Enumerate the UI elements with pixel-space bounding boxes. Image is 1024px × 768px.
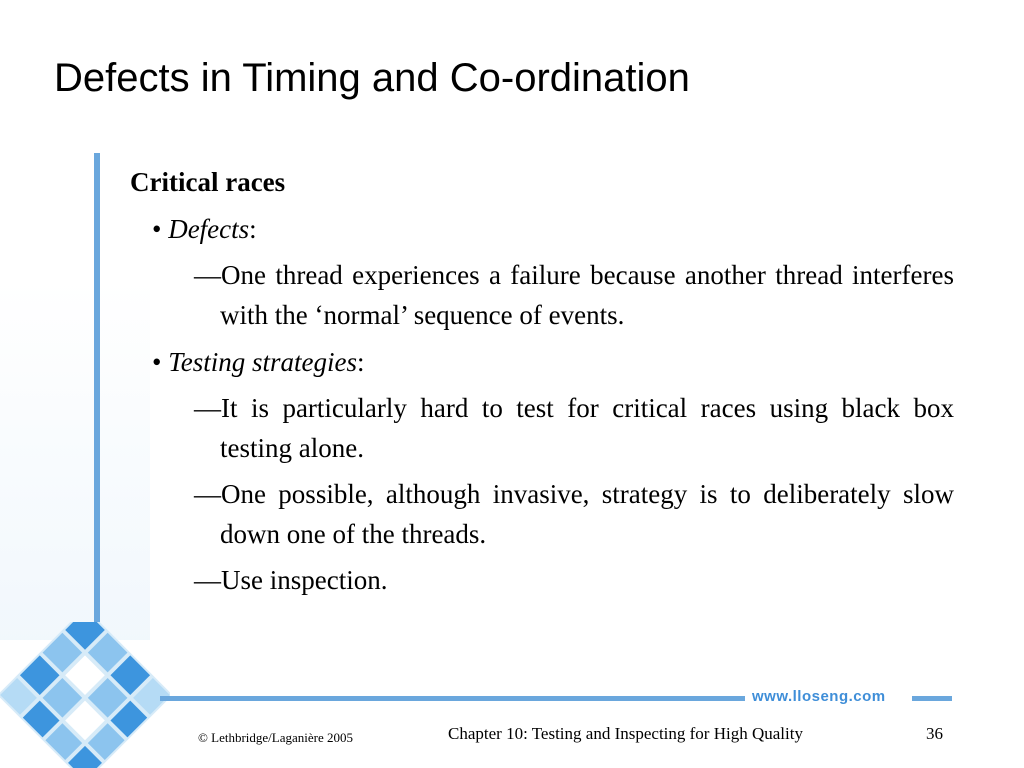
- bottom-accent-rule: [160, 696, 745, 701]
- dash-item: —One thread experiences a failure because another thread interferes with the ‘normal’ sequence of events.: [194, 260, 954, 330]
- bottom-accent-rule-end: [912, 696, 952, 701]
- bullet-marker: •: [152, 347, 162, 377]
- background-gradient: [0, 280, 150, 640]
- dash-item: —One possible, although invasive, strategy is to deliberately slow down one of the threads.: [194, 479, 954, 549]
- bullet-colon: :: [356, 347, 365, 377]
- bullet-marker: •: [152, 214, 162, 244]
- footer-copyright: © Lethbridge/Laganière 2005: [198, 730, 353, 745]
- bullet-colon: :: [249, 214, 257, 244]
- bullet-testing-strategies: [152, 342, 954, 382]
- dash-item: —Use inspection.: [194, 565, 388, 595]
- bullet-term: Defects: [168, 214, 250, 244]
- page-number: 36: [926, 724, 943, 743]
- website-label: www.lloseng.com: [752, 688, 886, 705]
- footer-chapter: Chapter 10: Testing and Inspecting for High Quality: [448, 724, 803, 743]
- bullet-defects: [152, 209, 954, 249]
- left-accent-rule: [94, 153, 100, 663]
- section-heading: Critical races: [130, 167, 286, 197]
- dash-item: —It is particularly hard to test for critical races using black box testing alone.: [194, 393, 954, 463]
- bullet-term: Testing strategies: [168, 347, 357, 377]
- tiled-diamond-logo-icon: [0, 622, 170, 768]
- slide-body: [130, 162, 954, 600]
- slide-title: Defects in Timing and Co-ordination: [54, 56, 690, 100]
